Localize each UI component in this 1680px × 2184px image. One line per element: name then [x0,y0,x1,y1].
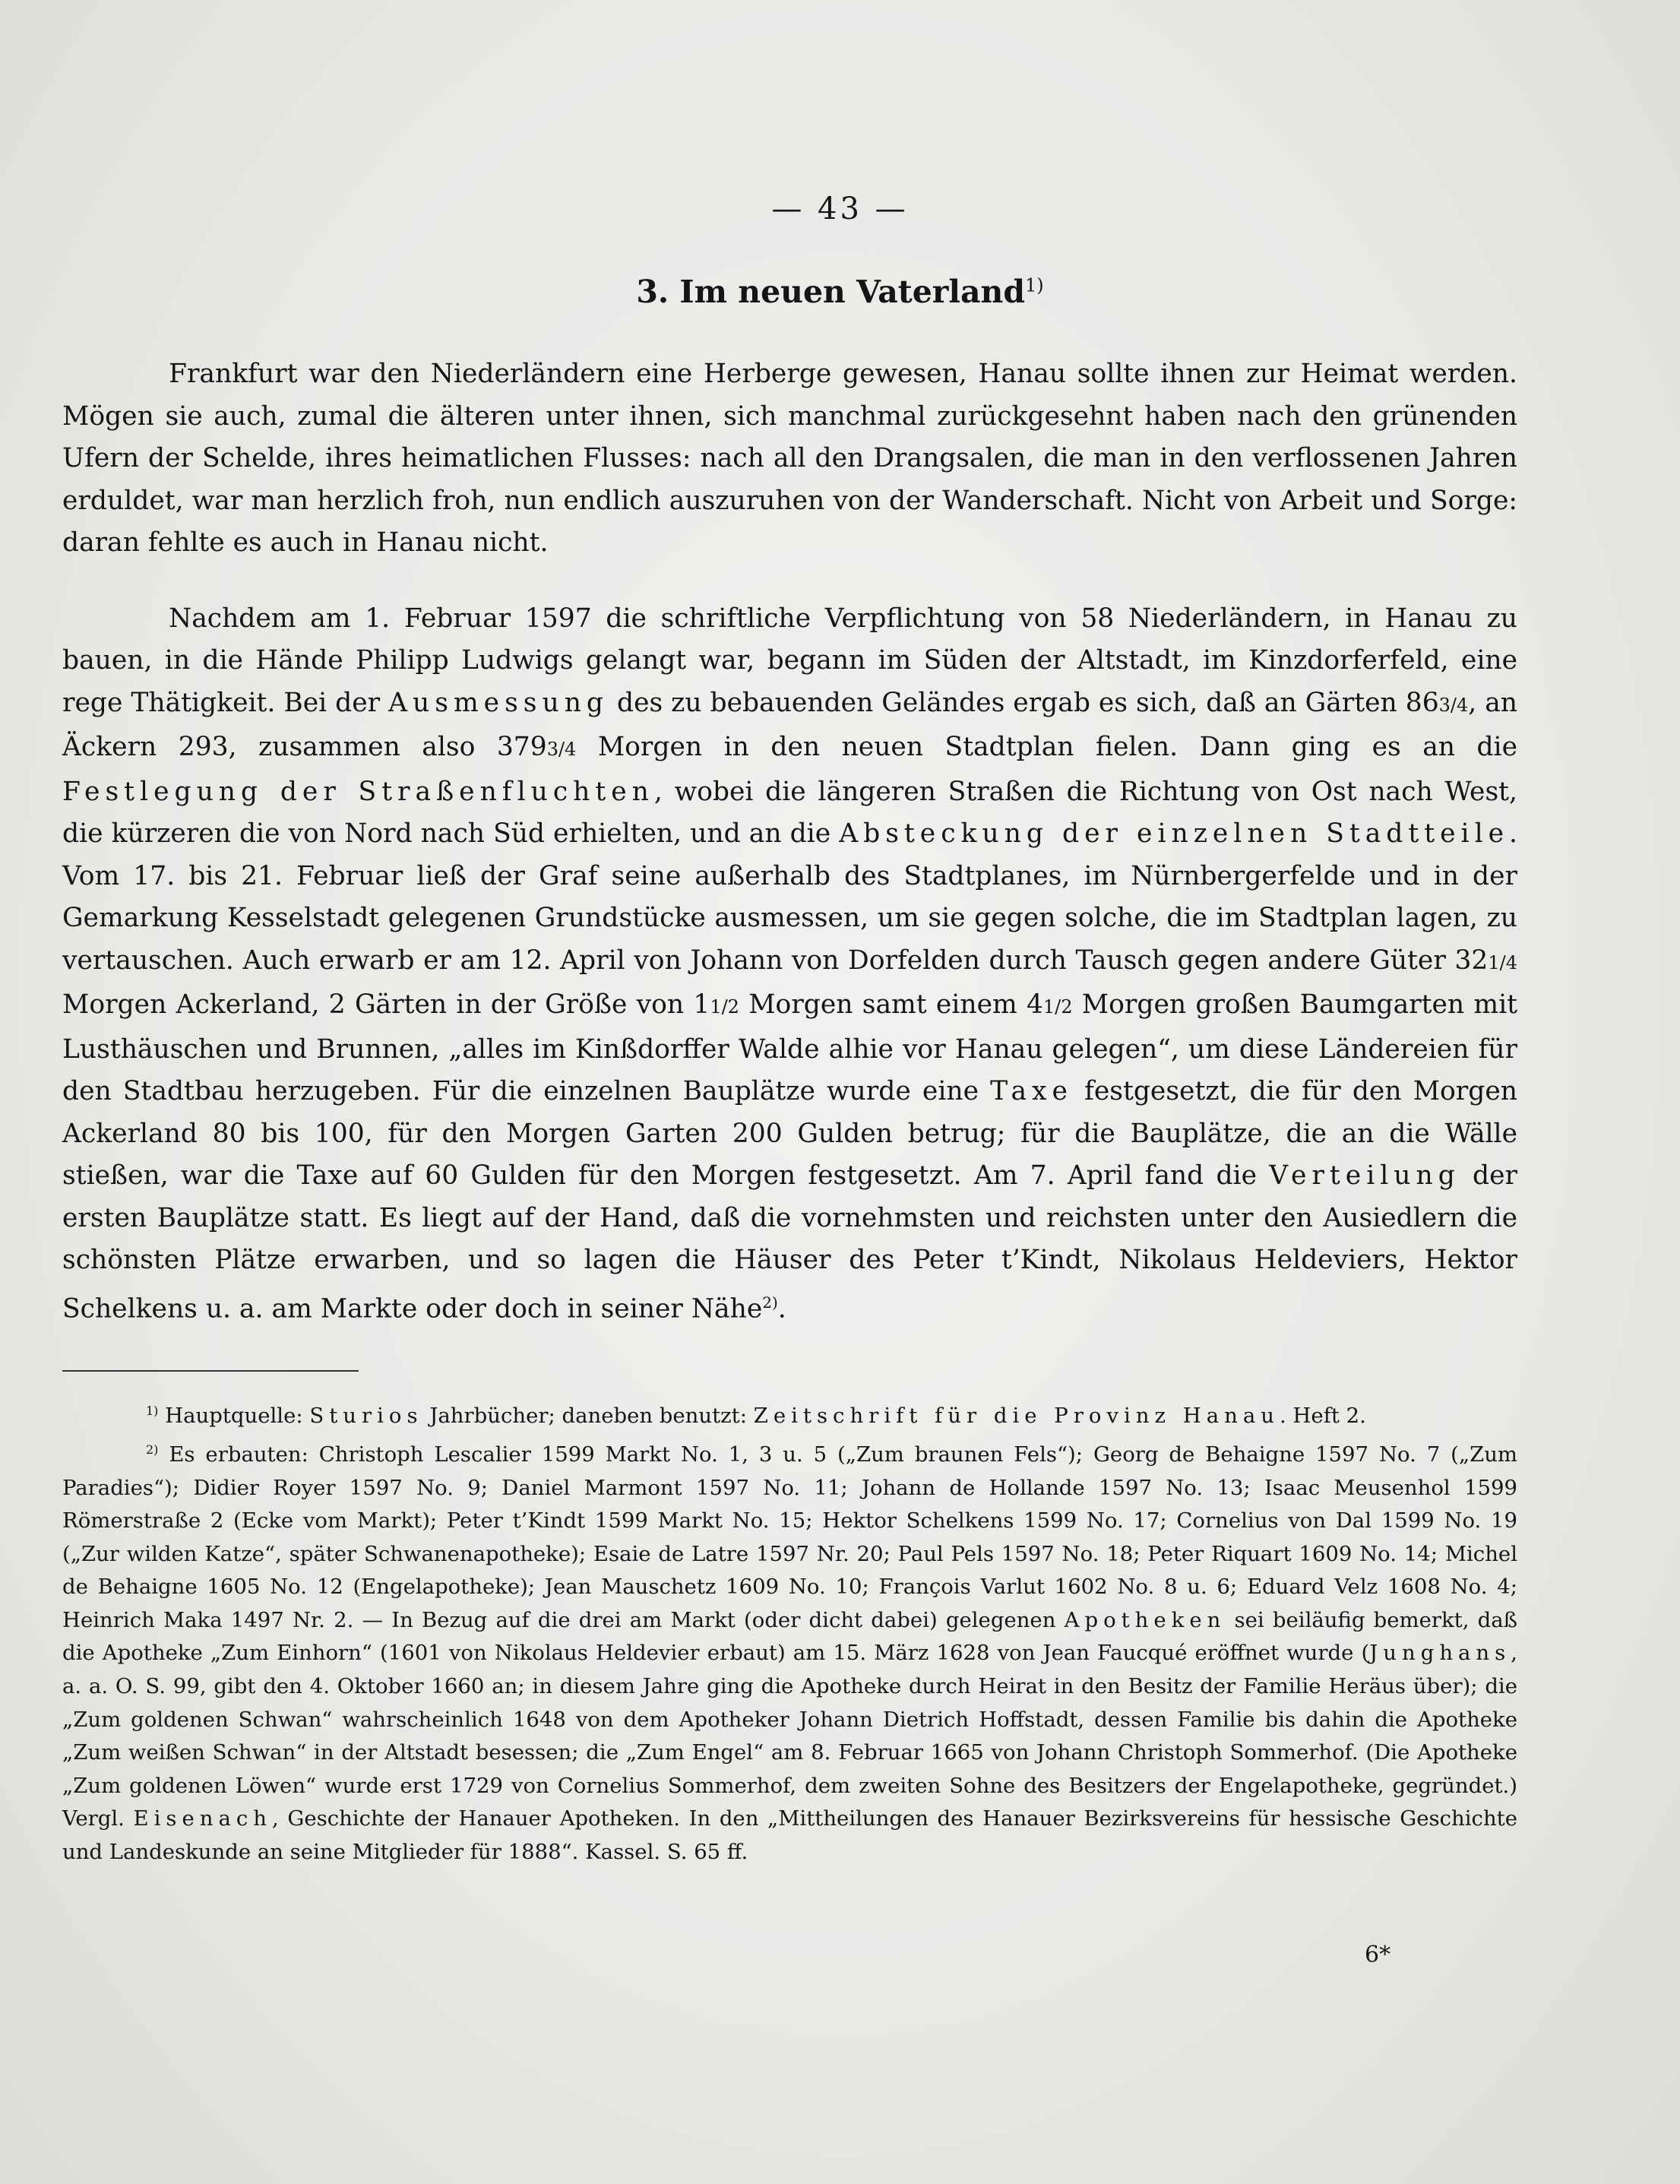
footnote-1-mark: 1) [146,1404,159,1418]
p2-text-a: Nachdem am 1. Februar 1597 die schriftliche Verpflichtung von 58 Niederländern, in Hanau zu bauen, in die Hände Philipp Ludwigs gelangt war, begann im Süden der Altstadt, im Kinzdorferfeld, eine rege Thätigkeit. Bei der [62,603,1517,718]
fn2-text-b: sei beiläufig bemerkt, daß die Apotheke „Zum Einhorn“ (1601 von Nikolaus Heldevier erbaut) am 15. März 1628 von Jean Faucqué eröffnet wurde ( [62,1607,1517,1666]
fn2-text-a: Es erbauten: Christoph Lescalier 1599 Markt No. 1, 3 u. 5 („Zum braunen Fels“); Georg de Behaigne 1597 No. 7 („Zum Paradies“); Didier Royer 1597 No. 9; Daniel Marmont 1597 No. 11; Johann de Hollande 1597 No. 13; Isaac Meusenhol 1599 Römerstraße 2 (Ecke vom Markt); Peter t’Kindt 1599 Markt No. 15; Hektor Schelkens 1599 No. 17; Cornelius von Dal 1599 No. 19 („Zur wilden Katze“, später Schwanenapotheke); Esaie de Latre 1597 Nr. 20; Paul Pels 1597 No. 18; Peter Riquart 1609 No. 14; Michel de Behaigne 1605 No. 12 (Engelapotheke); Jean Mauschetz 1609 No. 10; François Varlut 1602 No. 8 u. 6; Eduard Velz 1608 No. 4; Heinrich Maka 1497 Nr. 2. — In Bezug auf die drei am Markt (oder dicht dabei) gelegenen [62,1442,1517,1632]
fn1-emphasis-zeitschrift: Zeitschrift für die Provinz Hanau [753,1404,1280,1429]
p2-footnote-ref: 2) [762,1293,778,1312]
signature-mark: 6* [1365,1942,1391,1968]
footnotes [62,1394,1517,1869]
fn1-text-c: . Heft 2. [1279,1404,1366,1429]
p2-text-c: , an Äckern 293, zusammen also 379 [62,687,1518,762]
p2-text-e: , wobei die längeren Straßen die Richtung von Ost nach West, die kürzeren die von Nord nach Süd erhielten, und an die [62,776,1518,849]
footnote-rule [62,1370,359,1372]
fn2-text-d: , Geschichte der Hanauer Apotheken. In den „Mittheilungen des Hanauer Bezirksvereins für hessische Geschichte und Landeskunde an seine Mitglieder für 1888“. Kassel. S. 65 ff. [62,1806,1517,1865]
fn2-emphasis-apotheken: Apotheken [1064,1607,1226,1632]
body-text [62,353,1517,1331]
page-number: — 43 — [771,191,909,226]
p2-text-g: Morgen Ackerland, 2 Gärten in der Größe von 1 [62,989,710,1020]
fn2-emphasis-eisenach: Eisenach [133,1806,273,1831]
fn2-text-c: , a. a. O. S. 99, gibt den 4. Oktober 1660 an; in diesem Jahre ging die Apotheke durch Heirat in den Besitz der Familie Heräus über); die „Zum goldenen Schwan“ wahrscheinlich 1648 von dem Apotheker Johann Dietrich Hoffstadt, dessen Familie bis dahin die Apotheke „Zum weißen Schwan“ in der Altstadt besessen; die „Zum Engel“ am 8. Februar 1665 von Johann Christoph Sommerhof. (Die Apotheke „Zum goldenen Löwen“ wurde erst 1729 von Cornelius Sommerhof, dem zweiten Sohne des Besitzers der Engelapotheke, gegründet.) Vergl. [62,1641,1517,1831]
p2-emphasis-taxe: Taxe [990,1076,1073,1106]
p2-text-d: Morgen in den neuen Stadtplan fielen. Dann ging es an die [597,732,1518,762]
p2-emphasis-festlegung: Festlegung der Straßenfluchten [62,776,654,807]
p2-fraction-1: 3/4 [1438,694,1469,716]
p2-text-b: des zu bebauenden Geländes ergab es sich, daß an Gärten 86 [617,687,1439,718]
p2-fraction-5: 1/2 [1042,996,1073,1018]
chapter-heading-footnote-ref: 1) [1025,274,1044,296]
paragraph-2 [62,598,1517,1331]
fn1-emphasis-sturios: Sturios [309,1404,423,1429]
fn1-text-a: Hauptquelle: [165,1404,303,1429]
p2-text-h: Morgen samt einem 4 [748,989,1043,1020]
p2-fraction-4: 1/2 [710,996,739,1018]
chapter-heading-text: 3. Im neuen Vaterland [636,274,1025,310]
p2-text-f: . Vom 17. bis 21. Februar ließ der Graf seine außerhalb des Stadtplanes, im Nürnbergerfelde und in der Gemarkung Kesselstadt gelegenen Grundstücke ausmessen, um sie gegen solche, die im Stadtplan lagen, zu vertauschen. Auch erwarb er am 12. April von Johann von Dorfelden durch Tausch gegen andere Güter 32 [62,818,1517,976]
p2-text-k: der ersten Bauplätze statt. Es liegt auf der Hand, daß die vornehmsten und reichsten unter den Ausiedlern die schönsten Plätze erwarben, und so lagen die Häuser des Peter t’Kindt, Nikolaus Heldeviers, Hektor Schelkens u. a. am Markte oder doch in seiner Nähe [62,1160,1518,1324]
p2-emphasis-absteckung: Absteckung der einzelnen Stadtteile [839,818,1510,849]
p2-emphasis-verteilung: Verteilung [1269,1160,1460,1191]
p2-text-i: Morgen großen Baumgarten mit Lusthäuschen und Brunnen, „alles im Kinßdorffer Walde alhie vor Hanau gelegen“, um diese Ländereien für den Stadtbau herzugeben. Für die einzelnen Bauplätze wurde eine [62,989,1518,1106]
footnote-2 [62,1433,1517,1869]
paragraph-1: Frankfurt war den Niederländern eine Herberge gewesen, Hanau sollte ihnen zur Heimat werden. Mögen sie auch, zumal die älteren unter ihnen, sich manchmal zurückgesehnt haben nach den grünenden Ufern der Schelde, ihres heimatlichen Flusses: nach all den Drangsalen, die man in den verflossenen Jahren erduldet, war man herzlich froh, nun endlich auszuruhen von der Wanderschaft. Nicht von Arbeit und Sorge: daran fehlte es auch in Hanau nicht. [62,359,1517,558]
footnote-2-mark: 2) [146,1442,159,1457]
p2-end: . [777,1293,786,1324]
footnote-1 [62,1394,1517,1433]
fn1-text-b: Jahrbücher; daneben benutzt: [429,1404,747,1429]
p2-fraction-3: 1/4 [1488,951,1517,973]
chapter-heading [0,274,1680,310]
p2-fraction-2: 3/4 [546,739,577,760]
p2-text-j: festgesetzt, die für den Morgen Ackerland 80 bis 100, für den Morgen Garten 200 Gulden betrug; für die Bauplätze, die an die Wälle stießen, war die Taxe auf 60 Gulden für den Morgen festgesetzt. Am 7. April fand die [62,1076,1517,1191]
fn2-emphasis-junghans: Junghans [1369,1641,1511,1666]
p2-emphasis-ausmessung: Ausmessung [388,687,609,718]
